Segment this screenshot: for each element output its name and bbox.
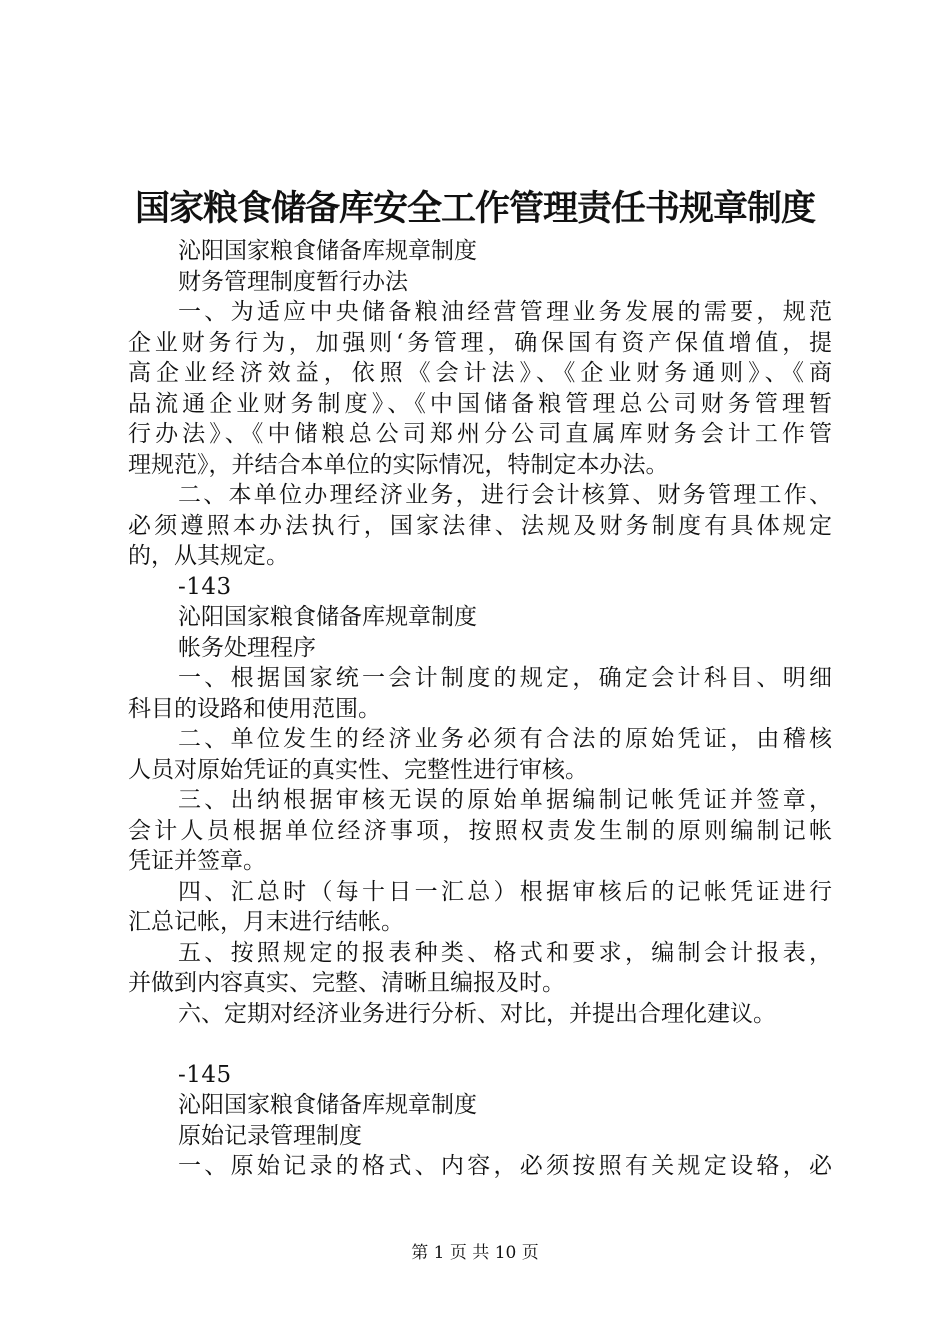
page-number-marker: -145 [178,1061,232,1088]
section-header-line: 沁阳国家粮食储备库规章制度 [178,238,477,264]
paragraph-line: 企业财务行为，加强则‘务管理，确保国有资产保值增值，提 [128,329,832,356]
section-title-line: 原始记录管理制度 [178,1122,362,1149]
paragraph-line: 人员对原始凭证的真实性、完整性进行审核。 [128,756,588,783]
paragraph-line: 一、根据国家统一会计制度的规定，确定会计科目、明细 [178,665,832,691]
paragraph-line: 会计人员根据单位经济事项，按照权责发生制的原则编制记帐 [128,817,832,844]
paragraph-line: 汇总记帐，月末进行结帐。 [128,909,404,935]
paragraph-line: 的，从其规定。 [128,543,289,569]
paragraph-line: 品流通企业财务制度》、《中国储备粮管理总公司财务管理暂 [128,390,832,417]
section-header-line: 沁阳国家粮食储备库规章制度 [178,604,477,630]
paragraph-line: 并做到内容真实、完整、清晰且编报及时。 [128,970,565,996]
page-title: 国家粮食储备库安全工作管理责任书规章制度 [134,189,815,229]
page-footer: 第 1 页 共 10 页 [411,1243,539,1263]
section-title-line: 帐务处理程序 [178,634,316,661]
paragraph-line: 六、定期对经济业务进行分析、对比，并提出合理化建议。 [178,1000,776,1027]
paragraph-line: 五、按照规定的报表种类、格式和要求，编制会计报表， [178,939,832,966]
page-number-marker: -143 [178,573,232,600]
section-header-line: 沁阳国家粮食储备库规章制度 [178,1092,477,1118]
paragraph-line: 四、汇总时（每十日一汇总）根据审核后的记帐凭证进行 [178,878,832,905]
section-title-line: 财务管理制度暂行办法 [178,268,408,295]
paragraph-line: 理规范》，并结合本单位的实际情况，特制定本办法。 [128,451,669,478]
paragraph-line: 一、为适应中央储备粮油经营管理业务发展的需要，规范 [178,299,832,325]
document-body [128,236,832,1182]
paragraph-line: 高企业经济效益，依照《会计法》、《企业财务通则》、《商 [128,360,832,386]
paragraph-line: 行办法》、《中储粮总公司郑州分公司直属库财务会计工作管 [128,421,832,447]
paragraph-line: 二、单位发生的经济业务必须有合法的原始凭证，由稽核 [178,726,832,752]
paragraph-line: 二、本单位办理经济业务，进行会计核算、财务管理工作、 [178,482,832,508]
paragraph-line: 凭证并签章。 [128,848,266,874]
paragraph-line: 一、原始记录的格式、内容，必须按照有关规定设辂，必 [178,1153,832,1179]
blank-line [128,1029,832,1060]
paragraph-line: 科目的设路和使用范围。 [128,695,381,722]
paragraph-line: 三、出纳根据审核无误的原始单据编制记帐凭证并签章， [178,787,832,813]
paragraph-line: 必须遵照本办法执行，国家法律、法规及财务制度有具体规定 [128,512,832,539]
